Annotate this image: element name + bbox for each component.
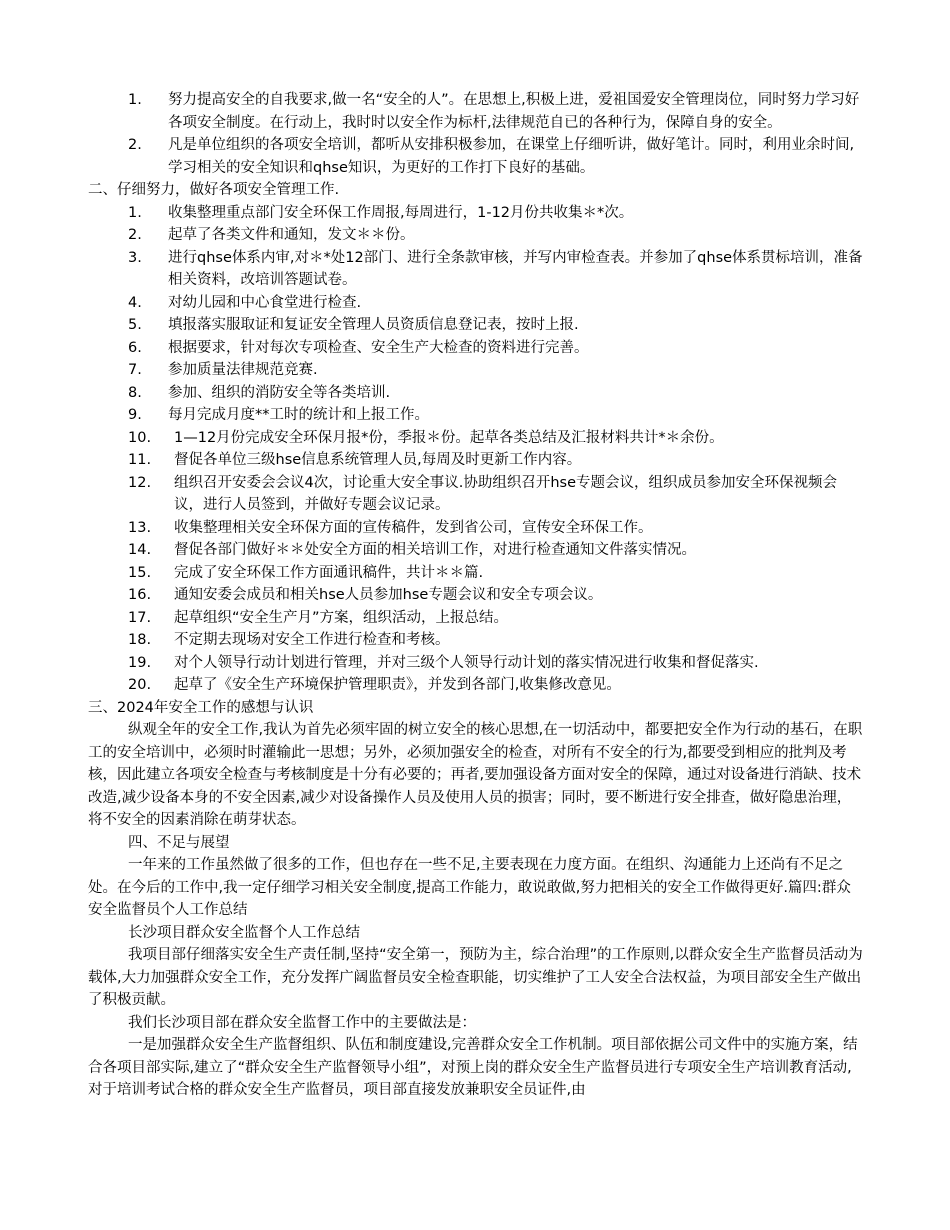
list-text: 组织召开安委会会议4次，讨论重大安全事议.协助组织召开hse专题会议，组织成员参加安全环保视频会议，进行人员签到，并做好专题会议记录。 — [174, 474, 837, 513]
list-number: 6. — [128, 339, 142, 356]
section-heading-3: 三、2024年安全工作的感想与认识 — [88, 699, 314, 716]
list-item — [88, 337, 863, 360]
list-item — [88, 202, 863, 225]
list-number: 1. — [128, 204, 142, 221]
list-item — [88, 134, 863, 179]
list-text: 起草了《安全生产环境保护管理职责》，并发到各部门,收集修改意见。 — [174, 677, 621, 693]
list-number: 10. — [128, 429, 152, 446]
list-item — [88, 472, 863, 517]
list-number: 8. — [128, 384, 142, 401]
subtitle-changsha-summary: 长沙项目群众安全监督个人工作总结 — [128, 924, 360, 941]
paragraph-intro: 我项目部仔细落实安全生产责任制,坚持“安全第一，预防为主，综合治理”的工作原则,以群众安全生产监督员活动为载体,大力加强群众安全工作，充分发挥广阔监督员安全检查职能，切实维护了工人安全合法权益，为项目部安全生产做出了积极贡献。 — [88, 947, 863, 1008]
list-item — [88, 584, 863, 607]
list-text: 起草组织“安全生产月”方案，组织活动，上报总结。 — [174, 609, 509, 626]
list-item — [88, 674, 863, 697]
list-text: 督促各单位三级hse信息系统管理人员,每周及时更新工作内容。 — [174, 452, 582, 468]
list-text: 1—12月份完成安全环保月报*份，季报＊份。起草各类总结及汇报材料共计*＊余份。 — [174, 429, 724, 446]
list-item — [88, 247, 863, 292]
list-number: 12. — [128, 474, 152, 491]
list-number: 20. — [128, 677, 152, 693]
list-number: 9. — [128, 407, 142, 423]
list-item — [88, 607, 863, 630]
list-item — [88, 517, 863, 540]
list-text: 每月完成月度**工时的统计和上报工作。 — [168, 407, 429, 423]
list-number: 19. — [128, 654, 152, 671]
paragraph-methods-lead: 我们长沙项目部在群众安全监督工作中的主要做法是： — [128, 1014, 476, 1031]
list-item — [88, 427, 863, 450]
list-number: 14. — [128, 542, 152, 558]
list-number: 17. — [128, 609, 152, 626]
list-item — [88, 292, 863, 315]
list-item — [88, 652, 863, 675]
list-text: 收集整理重点部门安全环保工作周报,每周进行，1-12月份共收集＊*次。 — [168, 204, 634, 221]
list-text: 参加、组织的消防安全等各类培训. — [168, 384, 391, 401]
list-number: 5. — [128, 317, 142, 333]
paragraph-method-1: 一是加强群众安全生产监督组织、队伍和制度建设,完善群众安全工作机制。项目部依据公司文件中的实施方案，结合各项目部实际,建立了“群众安全生产监督领导小组”，对预上岗的群众安全生产监督员进行专项安全生产培训教育活动,对于培训考试合格的群众安全生产监督员，项目部直接发放兼职安全员证件,由 — [88, 1037, 858, 1098]
section-heading-2: 二、仔细努力，做好各项安全管理工作. — [88, 182, 340, 198]
list-item — [88, 449, 863, 472]
list-number: 7. — [128, 362, 142, 378]
list-item — [88, 562, 863, 585]
list-text: 通知安委会成员和相关hse人员参加hse专题会议和安全专项会议。 — [174, 587, 603, 603]
list-item — [88, 314, 863, 337]
list-number: 2. — [128, 137, 142, 153]
list-text: 填报落实服取证和复证安全管理人员资质信息登记表，按时上报. — [168, 317, 579, 333]
list-number: 11. — [128, 452, 152, 468]
list-item — [88, 629, 863, 652]
list-text: 起草了各类文件和通知，发文＊＊份。 — [168, 227, 415, 243]
paragraph-reflection: 纵观全年的安全工作,我认为首先必须牢固的树立安全的核心思想,在一切活动中，都要把安全作为行动的基石，在职工的安全培训中，必须时时灌输此一思想；另外，必须加强安全的检查，对所有不安全的行为,都要受到相应的批判及考核，因此建立各项安全检查与考核制度是十分有必要的；再者,要加强设备方面对安全的保障，通过对设备进行消缺、技术改造,减少设备本身的不安全因素,减少对设备操作人员及使用人员的损害；同时，要不断进行安全排查，做好隐患治理，将不安全的因素消除在萌芽状态。 — [88, 722, 863, 828]
list-item — [88, 404, 863, 427]
list-text: 进行qhse体系内审,对＊*处12部门、进行全条款审核，并写内审检查表。并参加了qhse体系贯标培训，准备相关资料，改培训答题试卷。 — [168, 249, 863, 288]
list-item — [88, 89, 863, 134]
list-item — [88, 359, 863, 382]
paragraph-shortcomings: 一年来的工作虽然做了很多的工作，但也存在一些不足,主要表现在力度方面。在组织、沟通能力上还尚有不足之处。在今后的工作中,我一定仔细学习相关安全制度,提高工作能力，敢说敢做,努力把相关的安全工作做得更好.篇四:群众安全监督员个人工作总结 — [88, 857, 851, 918]
list-text: 根据要求，针对每次专项检查、安全生产大检查的资料进行完善。 — [168, 339, 589, 356]
list-text: 完成了安全环保工作方面通讯稿件，共计＊＊篇. — [174, 564, 484, 581]
list-text: 参加质量法律规范竞赛. — [168, 362, 318, 378]
section-heading-4: 四、不足与展望 — [128, 834, 230, 851]
list-number: 13. — [128, 519, 152, 536]
list-item — [88, 539, 863, 562]
list-text: 收集整理相关安全环保方面的宣传稿件，发到省公司，宣传安全环保工作。 — [174, 519, 653, 536]
list-text: 对幼儿园和中心食堂进行检查. — [168, 294, 362, 311]
list-number: 15. — [128, 564, 152, 581]
list-text: 努力提高安全的自我要求,做一名“安全的人”。在思想上,积极上进，爱祖国爱安全管理岗位，同时努力学习好各项安全制度。在行动上，我时时以安全作为标杆,法律规范自已的各种行为，保障自身的安全。 — [168, 92, 860, 131]
list-text: 不定期去现场对安全工作进行检查和考核。 — [174, 632, 450, 648]
list-number: 1. — [128, 92, 142, 108]
list-text: 督促各部门做好＊＊处安全方面的相关培训工作，对进行检查通知文件落实情况。 — [174, 542, 696, 558]
list-item — [88, 382, 863, 405]
list-number: 4. — [128, 294, 142, 311]
list-number: 2. — [128, 227, 142, 243]
list-text: 凡是单位组织的各项安全培训，都听从安排积极参加，在课堂上仔细听讲，做好笔计。同时，利用业余时间,学习相关的安全知识和qhse知识，为更好的工作打下良好的基础。 — [168, 137, 855, 176]
document-body — [88, 89, 863, 1102]
list-item — [88, 224, 863, 247]
list-number: 18. — [128, 632, 152, 648]
list-number: 16. — [128, 587, 152, 603]
list-text: 对个人领导行动计划进行管理，并对三级个人领导行动计划的落实情况进行收集和督促落实. — [174, 654, 759, 671]
list-number: 3. — [128, 249, 142, 266]
